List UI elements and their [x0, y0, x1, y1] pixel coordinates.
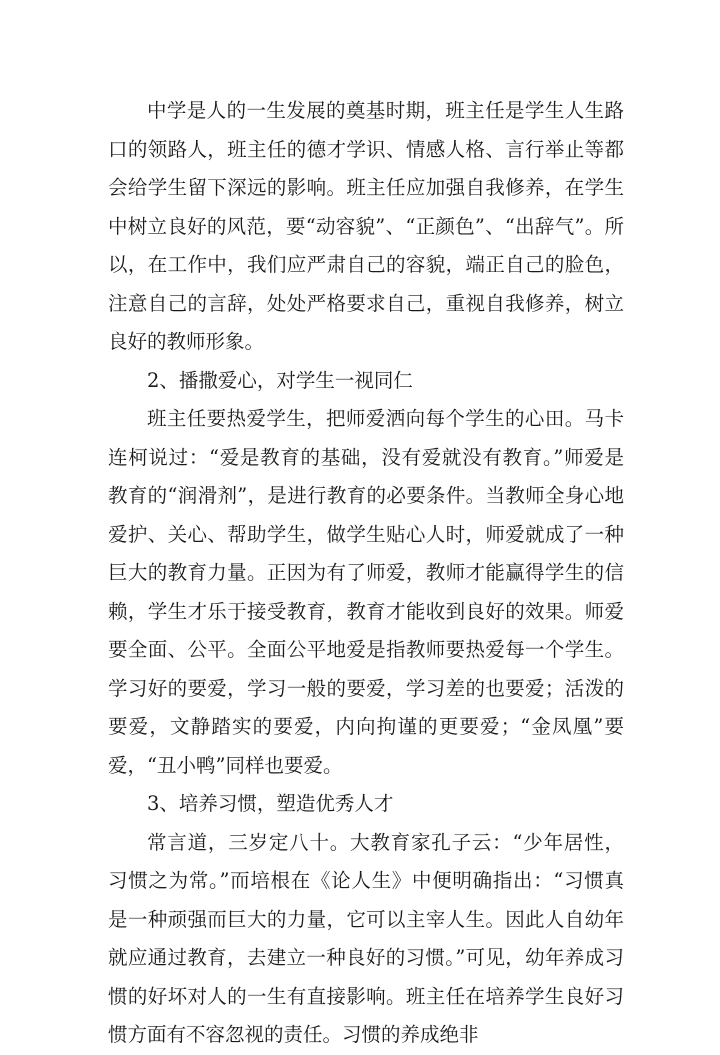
body-paragraph-3: 常言道，三岁定八十。大教育家孔子云：“少年居性，习惯之为常。”而培根在《论人生》中便明确指出：“习惯真是一种顽强而巨大的力量，它可以主宰人生。因此人自幼年就应通过教育，去建立一种良好的习惯。”可见，幼年养成习惯的好坏对人的一生有直接影响。班主任在培养学生良好习惯方面有不容忽视的责任。习惯的养成绝非	[108, 830, 624, 1046]
body-paragraph-1: 中学是人的一生发展的奠基时期，班主任是学生人生路口的领路人，班主任的德才学识、情感人格、言行举止等都会给学生留下深远的影响。班主任应加强自我修养，在学生中树立良好的风范，要“动容貌”、“正颜色”、“出辞气”。所以，在工作中，我们应严肃自己的容貌，端正自己的脸色，注意自己的言辞，处处严格要求自己，重视自我修养，树立良好的教师形象。	[108, 99, 624, 353]
section-heading-3: 3、培养习惯，塑造优秀人才	[147, 792, 394, 815]
section-heading-2: 2、播撒爱心，对学生一视同仁	[147, 368, 413, 392]
body-paragraph-2: 班主任要热爱学生，把师爱洒向每个学生的心田。马卡连柯说过：“爱是教育的基础，没有爱就没有教育。”师爱是教育的“润滑剂”，是进行教育的必要条件。当教师全身心地爱护、关心、帮助学生，做学生贴心人时，师爱就成了一种巨大的教育力量。正因为有了师爱，教师才能赢得学生的信赖，学生才乐于接受教育，教育才能收到良好的效果。师爱要全面、公平。全面公平地爱是指教师要热爱每一个学生。学习好的要爱，学习一般的要爱，学习差的也要爱；活泼的要爱，文静踏实的要爱，内向拘谨的更要爱；“金凤凰”要爱，“丑小鸭”同样也要爱。	[108, 407, 624, 777]
document-body	[108, 92, 624, 1055]
